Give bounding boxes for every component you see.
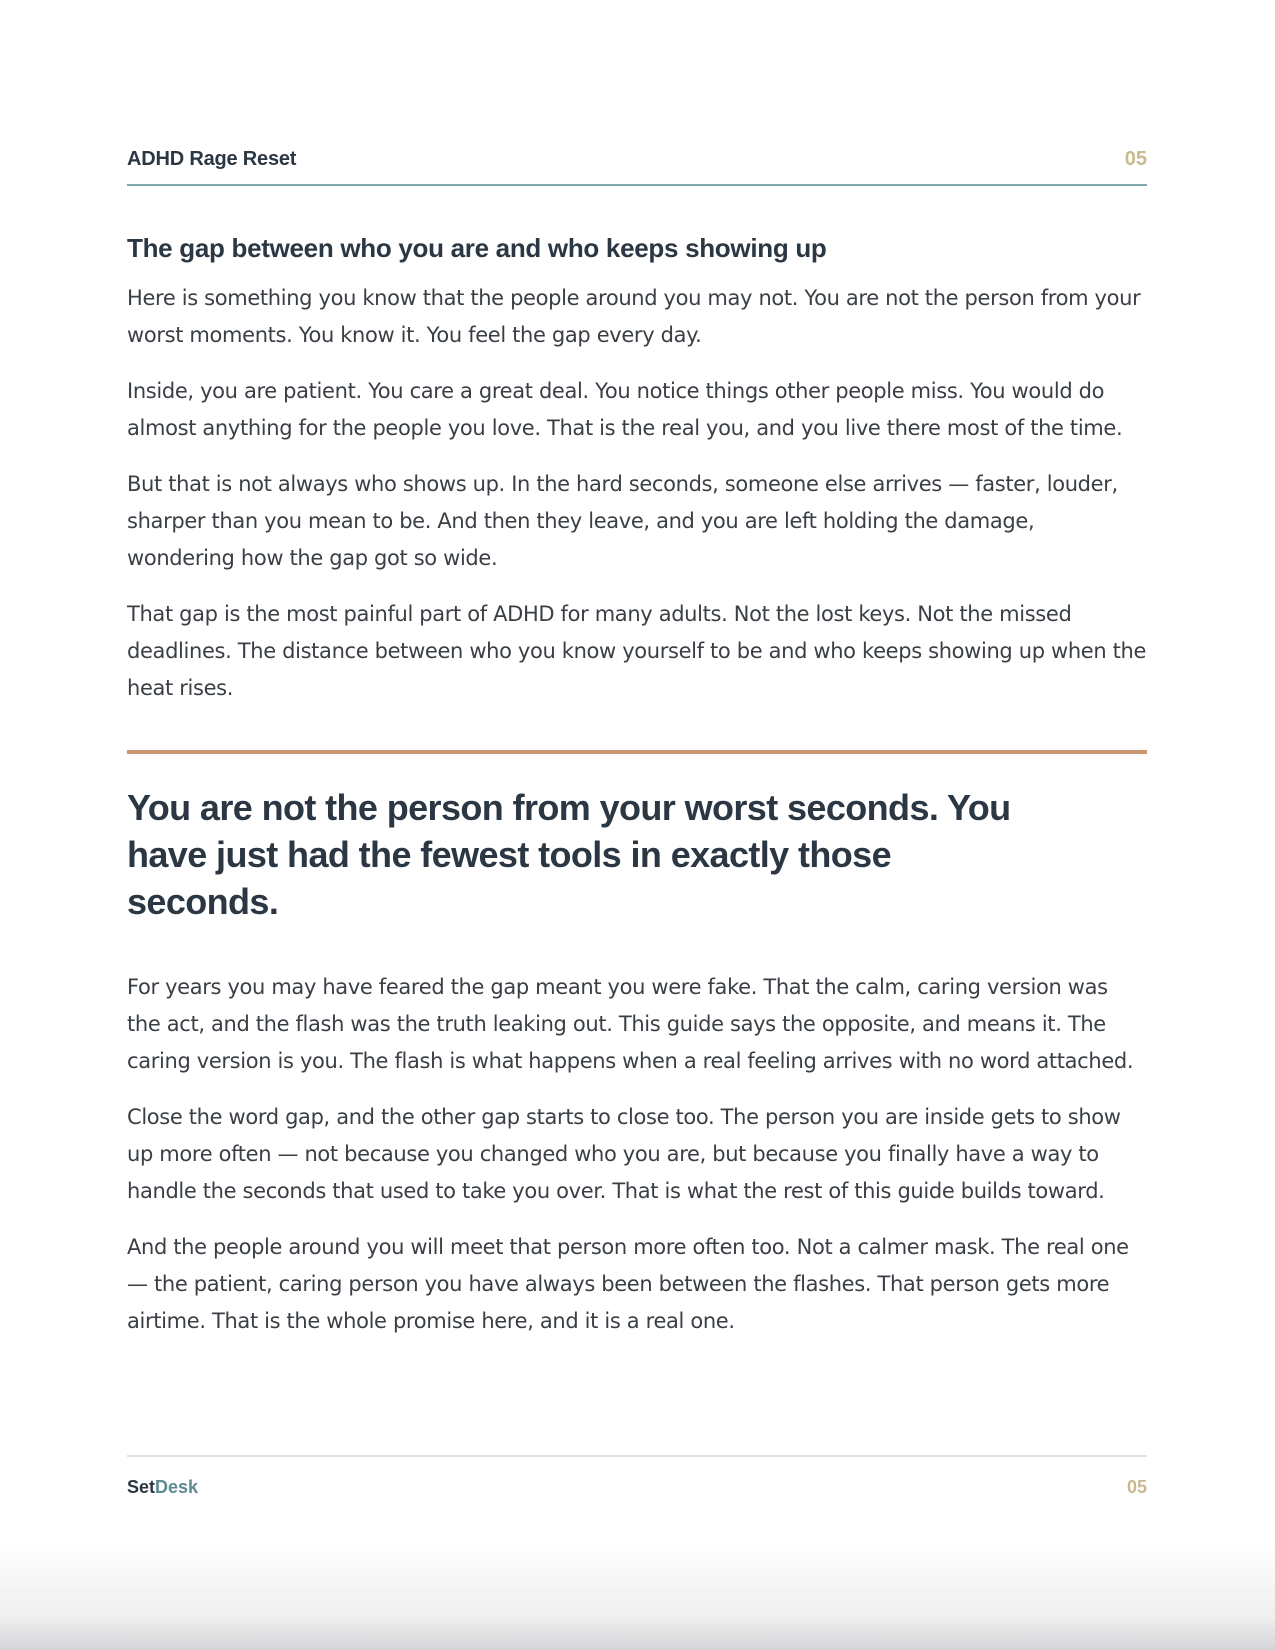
body-paragraph: But that is not always who shows up. In the hard seconds, someone else arrives — faster, louder, sharper than you mean to be. And then they leave, and you are left holding the damage, wondering how the gap got so wide. bbox=[127, 472, 1118, 570]
running-header bbox=[127, 144, 1147, 186]
body-paragraph: Here is something you know that the people around you may not. You are not the person from your worst moments. You know it. You feel the gap every day. bbox=[127, 286, 1141, 347]
page-bottom-shadow bbox=[0, 1540, 1275, 1650]
section-heading: The gap between who you are and who keeps showing up bbox=[127, 233, 827, 263]
body-paragraph: For years you may have feared the gap meant you were fake. That the calm, caring version was the act, and the flash was the truth leaking out. This guide says the opposite, and means it. The caring version is you. The flash is what happens when a real feeling arrives with no word attached. bbox=[127, 975, 1134, 1073]
brand-primary: Set bbox=[127, 1477, 156, 1497]
body-paragraph: Close the word gap, and the other gap starts to close too. The person you are inside gets to show up more often — not because you changed who you are, but because you finally have a way to handle the seconds that used to take you over. That is what the rest of this guide builds toward. bbox=[127, 1105, 1121, 1203]
body-paragraph: That gap is the most painful part of ADHD for many adults. Not the lost keys. Not the missed deadlines. The distance between who you know yourself to be and who keeps showing up when the heat rises. bbox=[127, 602, 1147, 700]
page-content bbox=[127, 228, 1147, 1359]
footer-page-number: 05 bbox=[1126, 1477, 1147, 1497]
body-paragraph: Inside, you are patient. You care a great deal. You notice things other people miss. You would do almost anything for the people you love. That is the real you, and you live there most of the time. bbox=[127, 379, 1123, 440]
footer-brand-logo bbox=[127, 1477, 198, 1498]
brand-accent: Desk bbox=[155, 1477, 199, 1497]
running-footer bbox=[127, 1455, 1147, 1503]
header-title: ADHD Rage Reset bbox=[127, 148, 297, 170]
section-divider bbox=[127, 750, 1147, 754]
pull-quote: You are not the person from your worst seconds. You have just had the fewest tools in exactly those seconds. bbox=[127, 787, 1011, 922]
header-page-number: 05 bbox=[1124, 148, 1147, 170]
body-paragraph: And the people around you will meet that person more often too. Not a calmer mask. The real one — the patient, caring person you have always been between the flashes. That person gets more airtime. That is the whole promise here, and it is a real one. bbox=[127, 1235, 1129, 1333]
